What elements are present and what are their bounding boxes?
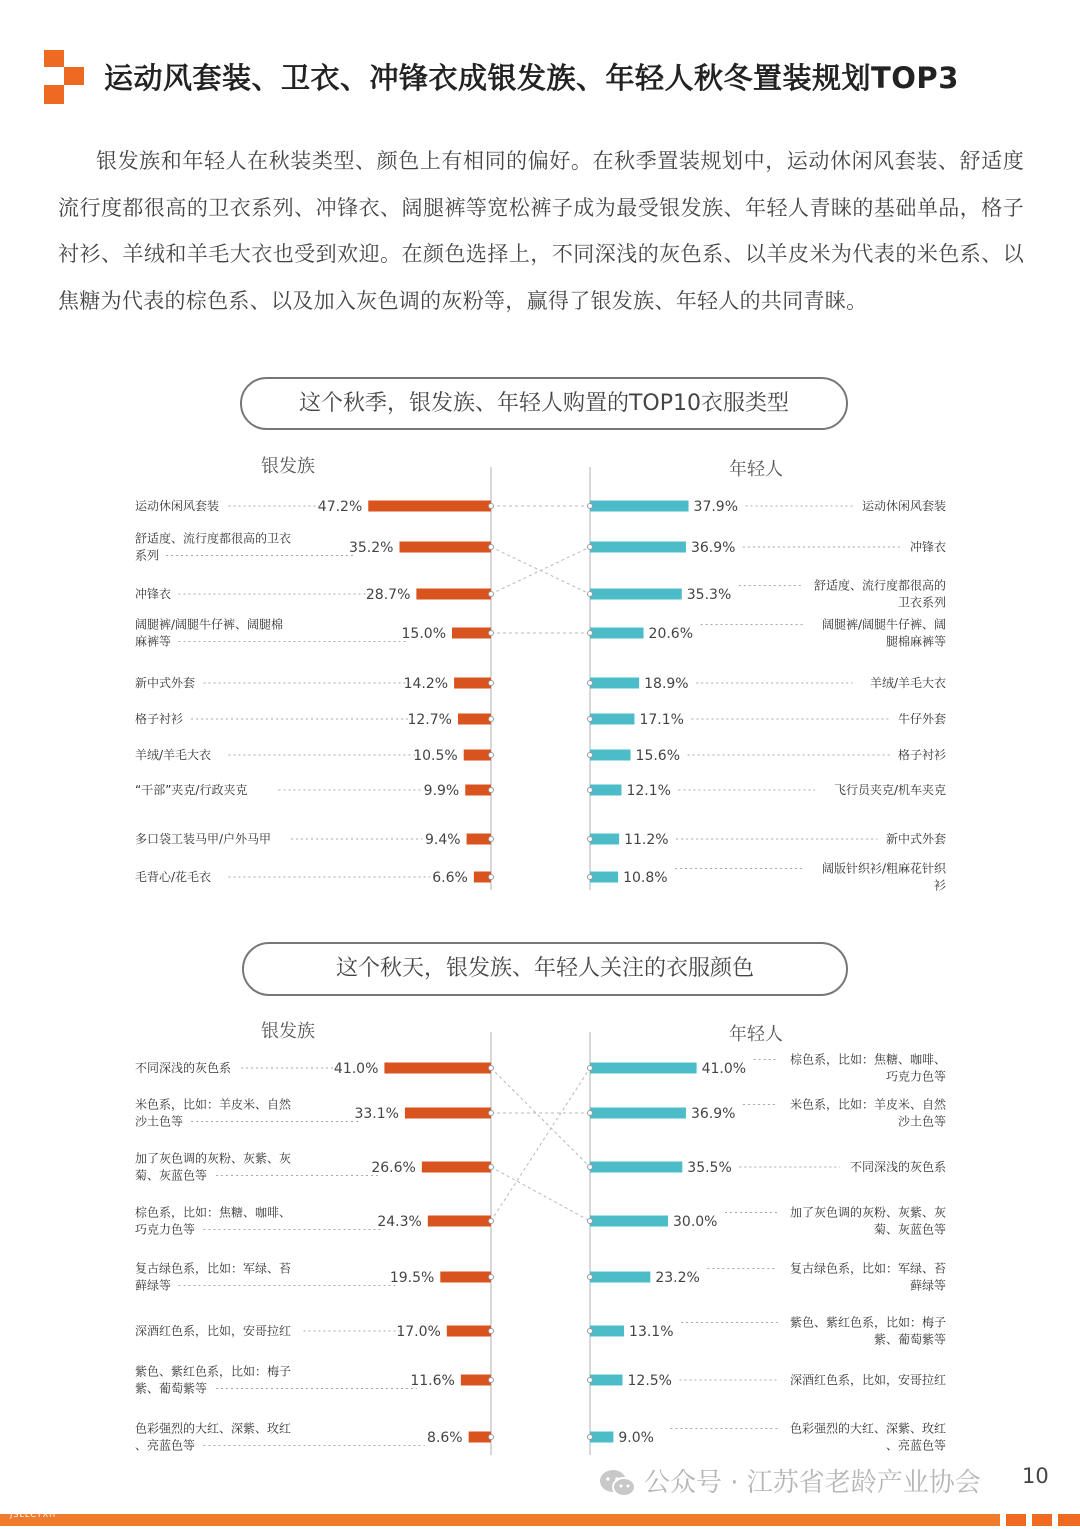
bottom-accent-square — [1032, 1514, 1052, 1526]
left-value-label: 6.6% — [432, 870, 468, 886]
left-group-label: 银发族 — [261, 1021, 315, 1042]
bottom-accent-bar — [0, 1514, 1000, 1526]
left-category-label: 新中式外套 — [135, 676, 196, 690]
right-axis-dot — [588, 1111, 593, 1116]
left-category-label: 麻裤等 — [135, 634, 172, 649]
right-axis-dot — [588, 717, 593, 722]
right-value-label: 35.3% — [686, 587, 732, 603]
left-category-label: 菊、灰蓝色等 — [135, 1168, 208, 1183]
left-bar — [399, 542, 491, 553]
left-value-label: 41.0% — [333, 1061, 379, 1077]
page-number: 10 — [1022, 1464, 1049, 1488]
left-value-label: 10.5% — [413, 748, 458, 764]
left-axis-dot — [489, 1435, 494, 1440]
left-category-label: 阔腿裤/阔腿牛仔裤、阔腿棉 — [135, 617, 284, 632]
right-axis-dot — [588, 1275, 593, 1280]
right-axis-dot — [588, 837, 593, 842]
right-value-label: 20.6% — [648, 626, 694, 642]
chart-title-clothing-colors: 这个秋天，银发族、年轻人关注的衣服颜色 — [242, 942, 848, 996]
right-axis-dot — [588, 1165, 593, 1170]
right-value-label: 10.8% — [623, 870, 668, 886]
right-category-label: 加了灰色调的灰粉、灰紫、灰 — [789, 1205, 946, 1220]
right-axis-dot — [588, 875, 593, 880]
left-bar — [416, 589, 491, 600]
right-category-label: 棕色系，比如：焦糖、咖啡、 — [789, 1052, 946, 1067]
left-value-label: 19.5% — [389, 1270, 435, 1286]
left-value-label: 17.0% — [396, 1324, 441, 1340]
right-category-label: 藓绿等 — [909, 1278, 946, 1293]
left-axis-dot — [489, 1329, 494, 1334]
right-value-label: 23.2% — [655, 1270, 700, 1286]
left-axis-dot — [489, 837, 494, 842]
right-category-label: 卫衣系列 — [897, 595, 946, 610]
right-category-label: 紫色、紫红色系，比如：梅子 — [789, 1315, 946, 1330]
left-axis-dot — [489, 1275, 494, 1280]
left-bar — [422, 1162, 491, 1173]
right-category-label: 飞行员夹克/机车夹克 — [833, 783, 946, 797]
left-bar — [368, 501, 491, 512]
corner-mark: JSLLCYXH — [10, 1510, 57, 1519]
right-axis-dot — [588, 1329, 593, 1334]
connection-line — [491, 1068, 590, 1167]
right-value-label: 30.0% — [673, 1214, 718, 1230]
right-category-label: 舒适度、流行度都很高的 — [813, 578, 946, 593]
right-bar — [590, 628, 644, 639]
section-logo-icon — [44, 50, 84, 104]
right-value-label: 36.9% — [690, 540, 736, 556]
right-bar — [590, 834, 619, 845]
right-bar — [590, 785, 621, 796]
left-axis-dot — [489, 717, 494, 722]
left-category-label: 舒适度、流行度都很高的卫衣 — [135, 531, 292, 546]
right-value-label: 13.1% — [629, 1324, 674, 1340]
right-bar — [590, 1216, 668, 1227]
left-category-label: 多口袋工装马甲/户外马甲 — [135, 832, 272, 846]
left-value-label: 28.7% — [365, 587, 411, 603]
intro-paragraph: 银发族和年轻人在秋装类型、颜色上有相同的偏好。在秋季置装规划中，运动休闲风套装、舒适度流行度都很高的卫衣系列、冲锋衣、阔腿裤等宽松裤子成为最受银发族、年轻人青睐的基础单品，格子衬衫、羊绒和羊毛大衣也受到欢迎。在颜色选择上，不同深浅的灰色系、以羊皮米为代表的米色系、以焦糖为代表的棕色系、以及加入灰色调的灰粉等，赢得了银发族、年轻人的共同青睐。 — [58, 149, 1024, 313]
right-category-label: 不同深浅的灰色系 — [849, 1160, 946, 1174]
left-axis-dot — [489, 875, 494, 880]
right-category-label: 运动休闲风套装 — [861, 499, 946, 513]
left-category-label: 深酒红色系，比如，安哥拉红 — [135, 1324, 292, 1338]
right-bar — [590, 1162, 682, 1173]
right-value-label: 36.9% — [690, 1106, 736, 1122]
left-bar — [467, 834, 491, 845]
right-axis-dot — [588, 504, 593, 509]
left-axis-dot — [489, 1066, 494, 1071]
right-axis-dot — [588, 631, 593, 636]
right-group-label: 年轻人 — [729, 1024, 783, 1045]
right-value-label: 11.2% — [624, 832, 669, 848]
right-category-label: 菊、灰蓝色等 — [873, 1222, 946, 1237]
left-value-label: 47.2% — [317, 499, 363, 515]
right-bar — [590, 714, 634, 725]
right-bar — [590, 678, 639, 689]
right-axis-dot — [588, 1219, 593, 1224]
left-category-label: 不同深浅的灰色系 — [135, 1061, 232, 1075]
left-bar — [440, 1272, 491, 1283]
left-axis-dot — [489, 1378, 494, 1383]
right-value-label: 17.1% — [639, 712, 684, 728]
right-category-label: 新中式外套 — [885, 832, 946, 846]
left-group-label: 银发族 — [261, 456, 315, 477]
left-axis-dot — [489, 681, 494, 686]
right-category-label: 腿棉麻裤等 — [885, 634, 946, 649]
left-value-label: 14.2% — [403, 676, 449, 692]
bottom-accent-square — [1006, 1514, 1026, 1526]
left-value-label: 9.4% — [424, 832, 461, 848]
right-category-label: 色彩强烈的大红、深紫、玫红 — [789, 1421, 946, 1436]
left-category-label: 巧克力色等 — [135, 1222, 196, 1237]
right-bar — [590, 1108, 686, 1119]
right-value-label: 41.0% — [701, 1061, 747, 1077]
right-category-label: 沙土色等 — [897, 1114, 946, 1129]
left-category-label: “干部”夹克/行政夹克 — [135, 783, 248, 797]
page-title: 运动风套装、卫衣、冲锋衣成银发族、年轻人秋冬置装规划TOP3 — [104, 61, 959, 95]
left-value-label: 35.2% — [348, 540, 394, 556]
left-category-label: 藓绿等 — [135, 1278, 172, 1293]
right-bar — [590, 501, 689, 512]
left-bar — [384, 1063, 491, 1074]
left-category-label: 沙土色等 — [135, 1114, 184, 1129]
right-value-label: 35.5% — [687, 1160, 732, 1176]
right-value-label: 15.6% — [635, 748, 681, 764]
right-axis-dot — [588, 545, 593, 550]
left-category-label: 复古绿色系，比如：军绿、苔 — [135, 1261, 292, 1276]
left-axis-dot — [489, 545, 494, 550]
right-axis-dot — [588, 1378, 593, 1383]
left-bar — [464, 750, 491, 761]
right-value-label: 37.9% — [693, 499, 739, 515]
left-category-label: 棕色系，比如：焦糖、咖啡、 — [135, 1205, 292, 1220]
right-value-label: 12.1% — [626, 783, 671, 799]
right-axis-dot — [588, 1066, 593, 1071]
right-bar — [590, 542, 686, 553]
left-category-label: 运动休闲风套装 — [135, 499, 220, 513]
right-axis-dot — [588, 681, 593, 686]
right-category-label: 牛仔外套 — [897, 712, 946, 726]
left-category-label: 米色系，比如：羊皮米、自然 — [135, 1097, 292, 1112]
left-bar — [469, 1432, 491, 1443]
left-axis-dot — [489, 753, 494, 758]
right-category-label: 、亮蓝色等 — [885, 1438, 946, 1453]
left-value-label: 33.1% — [354, 1106, 399, 1122]
left-bar — [447, 1326, 491, 1337]
right-category-label: 阔腿裤/阔腿牛仔裤、阔 — [821, 617, 946, 632]
left-axis-dot — [489, 631, 494, 636]
right-category-label: 复古绿色系，比如：军绿、苔 — [789, 1261, 946, 1276]
left-category-label: 色彩强烈的大红、深紫、玫红 — [135, 1421, 292, 1436]
left-category-label: 羊绒/羊毛大衣 — [135, 748, 212, 762]
right-category-label: 巧克力色等 — [885, 1069, 946, 1084]
right-axis-dot — [588, 788, 593, 793]
right-category-label: 羊绒/羊毛大衣 — [869, 676, 946, 690]
left-axis-dot — [489, 592, 494, 597]
right-category-label: 紫、葡萄紫等 — [873, 1332, 946, 1347]
left-category-label: 系列 — [135, 548, 160, 563]
left-category-label: 冲锋衣 — [135, 587, 172, 601]
connection-line — [491, 1068, 590, 1221]
right-category-label: 阔版针织衫/粗麻花针织 — [821, 861, 946, 876]
left-category-label: 加了灰色调的灰粉、灰紫、灰 — [135, 1151, 292, 1166]
bottom-accent-square — [1058, 1514, 1080, 1526]
right-value-label: 9.0% — [618, 1430, 654, 1446]
left-value-label: 26.6% — [371, 1160, 416, 1176]
left-category-label: 紫、葡萄紫等 — [135, 1381, 208, 1396]
left-bar — [452, 628, 491, 639]
left-axis-dot — [489, 1219, 494, 1224]
left-axis-dot — [489, 1165, 494, 1170]
right-category-label: 深酒红色系，比如，安哥拉红 — [789, 1373, 946, 1387]
right-bar — [590, 589, 682, 600]
left-bar — [465, 785, 491, 796]
left-bar — [405, 1108, 491, 1119]
left-value-label: 12.7% — [407, 712, 452, 728]
connection-line — [491, 1167, 590, 1221]
left-axis-dot — [489, 788, 494, 793]
right-value-label: 18.9% — [644, 676, 689, 692]
left-axis-dot — [489, 1111, 494, 1116]
right-bar — [590, 1375, 623, 1386]
footer-brand: 公众号 · 江苏省老龄产业协会 — [644, 1468, 981, 1498]
left-value-label: 8.6% — [427, 1430, 463, 1446]
left-value-label: 15.0% — [401, 626, 446, 642]
left-value-label: 9.9% — [423, 783, 460, 799]
left-value-label: 24.3% — [377, 1214, 422, 1230]
right-category-label: 冲锋衣 — [909, 540, 946, 554]
right-bar — [590, 1272, 650, 1283]
left-bar — [428, 1216, 491, 1227]
right-bar — [590, 1432, 613, 1443]
left-value-label: 11.6% — [410, 1373, 455, 1389]
right-bar — [590, 872, 618, 883]
left-category-label: 紫色、紫红色系，比如：梅子 — [135, 1364, 292, 1379]
right-axis-dot — [588, 1435, 593, 1440]
right-category-label: 衫 — [933, 878, 946, 893]
right-axis-dot — [588, 753, 593, 758]
right-bar — [590, 1326, 624, 1337]
right-category-label: 格子衬衫 — [897, 748, 946, 762]
left-bar — [458, 714, 491, 725]
left-category-label: 格子衬衫 — [135, 712, 184, 726]
right-bar — [590, 1063, 697, 1074]
left-axis-dot — [489, 504, 494, 509]
left-category-label: 毛背心/花毛衣 — [135, 870, 212, 884]
right-axis-dot — [588, 592, 593, 597]
right-category-label: 米色系，比如：羊皮米、自然 — [789, 1097, 946, 1112]
chart-title-clothing-types: 这个秋季，银发族、年轻人购置的TOP10衣服类型 — [240, 377, 848, 430]
right-bar — [590, 750, 631, 761]
right-value-label: 12.5% — [627, 1373, 672, 1389]
left-bar — [461, 1375, 491, 1386]
clothing-colors-chart — [0, 1010, 1080, 1480]
clothing-types-chart — [0, 450, 1080, 920]
left-bar — [454, 678, 491, 689]
right-group-label: 年轻人 — [729, 459, 783, 480]
left-category-label: 、亮蓝色等 — [135, 1438, 196, 1453]
